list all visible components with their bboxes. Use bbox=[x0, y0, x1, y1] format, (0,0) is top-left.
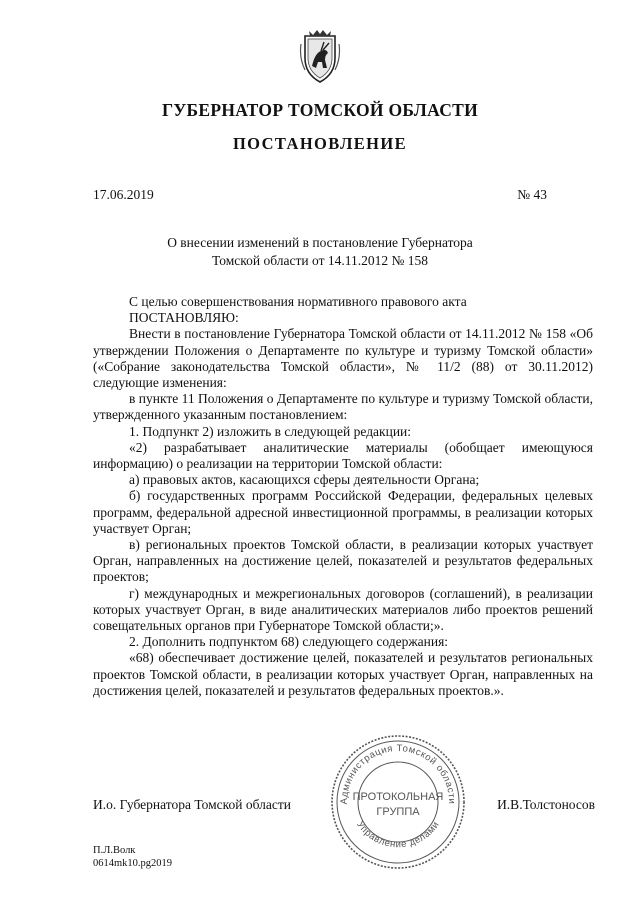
body-paragraph: 1. Подпункт 2) изложить в следующей редакции: bbox=[129, 423, 412, 439]
subject-line: Томской области от 14.11.2012 № 158 bbox=[212, 253, 428, 268]
document-type: ПОСТАНОВЛЕНИЕ bbox=[232, 134, 408, 153]
stamp-ring-text: Администрация Томской области bbox=[338, 742, 458, 805]
stamp-ring-text: Управление делами bbox=[354, 819, 442, 851]
subject-line: О внесении изменений в постановление Губернатора bbox=[167, 235, 473, 250]
footer-author: П.Л.Волк bbox=[93, 845, 136, 856]
coat-of-arms-emblem bbox=[299, 28, 341, 84]
document-body bbox=[93, 294, 593, 699]
body-paragraph: «68) обеспечивает достижение целей, показателей и результатов региональных проектов Томской области, в реализации которых участвует Орган, направленных на достижения целей, показателей и результатов федеральных проектов.». bbox=[93, 650, 593, 698]
body-paragraph: ПОСТАНОВЛЯЮ: bbox=[129, 310, 239, 326]
body-paragraph: а) правовых актов, касающихся сферы деятельности Органа; bbox=[129, 472, 480, 488]
signatory-name: И.В.Толстоносов bbox=[497, 797, 595, 812]
document-number: № 43 bbox=[517, 187, 547, 202]
signatory-position: И.о. Губернатора Томской области bbox=[93, 797, 291, 812]
document-date: 17.06.2019 bbox=[93, 187, 154, 202]
body-paragraph: в) региональных проектов Томской области, в реализации которых участвует Орган, направленных на достижение целей, показателей и результатов федеральных проектов; bbox=[93, 537, 593, 585]
stamp-center-text: ГРУППА bbox=[376, 806, 420, 818]
body-paragraph: в пункте 11 Положения о Департаменте по культуре и туризму Томской области, утвержденного указанным постановлением: bbox=[93, 391, 593, 423]
body-paragraph: б) государственных программ Российской Федерации, федеральных целевых программ, федеральной адресной инвестиционной программы, в реализации которых участвует Орган; bbox=[93, 488, 593, 536]
body-paragraph: 2. Дополнить подпунктом 68) следующего содержания: bbox=[129, 634, 449, 650]
stamp-center-text: ПРОТОКОЛЬНАЯ bbox=[352, 791, 444, 803]
document-subject bbox=[0, 234, 640, 270]
body-paragraph: Внести в постановление Губернатора Томской области от 14.11.2012 № 158 «Об утверждении Положения о Департаменте по культуре и туризму Томской области» («Собрание законодательства Томской области», № 11/2 (88) от 30.11.2012) следующие изменения: bbox=[93, 326, 593, 391]
issuer-title: ГУБЕРНАТОР ТОМСКОЙ ОБЛАСТИ bbox=[161, 100, 479, 120]
body-paragraph: «2) разрабатывает аналитические материалы (обобщает имеющуюся информацию) о реализации на территории Томской области: bbox=[93, 439, 593, 472]
footer-file: 0614mk10.pg2019 bbox=[93, 857, 173, 869]
body-paragraph: г) международных и межрегиональных договоров (соглашений), в реализации которых участвует Орган, в виде аналитических материалов либо проектов решений совещательных органов при Губернаторе Томской области;». bbox=[93, 585, 593, 634]
document-footer bbox=[93, 845, 172, 870]
body-paragraph: С целью совершенствования нормативного правового акта bbox=[129, 294, 467, 309]
official-stamp bbox=[329, 733, 467, 871]
